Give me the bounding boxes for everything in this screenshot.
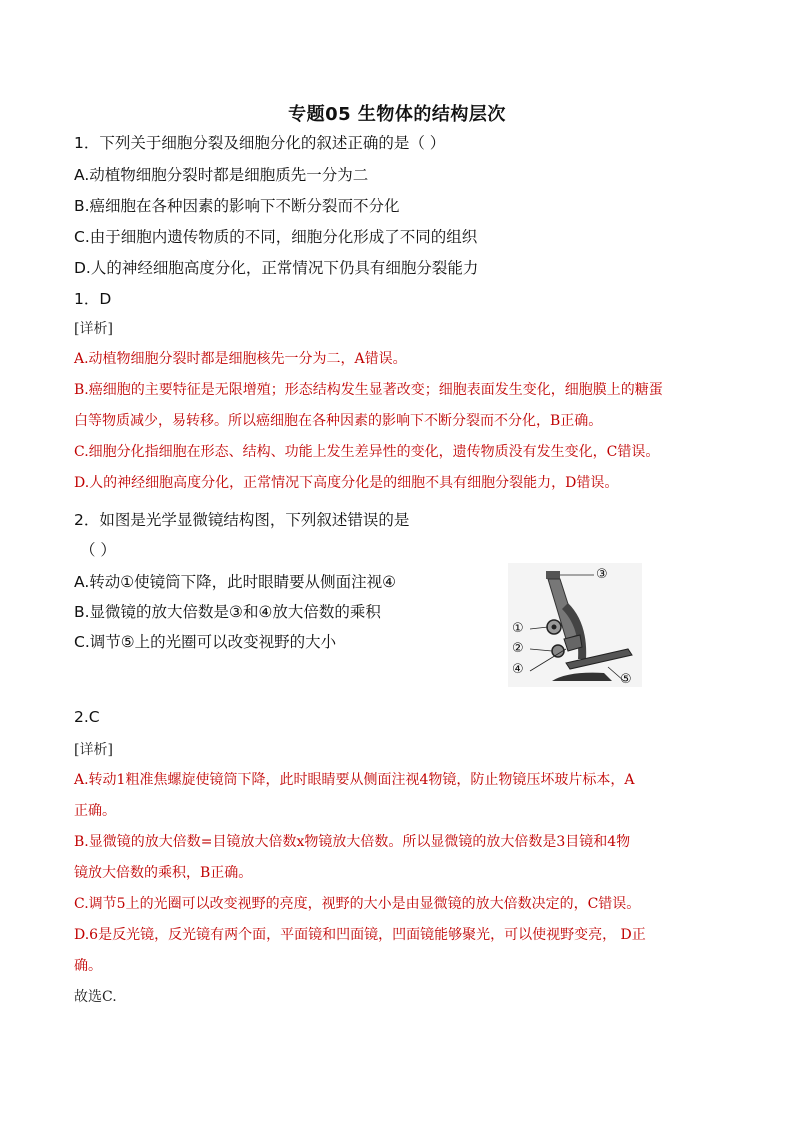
diagram-label-5: ⑤ <box>620 672 632 687</box>
microscope-drawing <box>508 563 642 687</box>
q1-explanation-b2: 白等物质减少，易转移。所以癌细胞在各种因素的影响下不断分裂而不分化，B正确。 <box>74 413 603 429</box>
q2-explanation-b2: 镜放大倍数的乘积，B正确。 <box>74 865 253 881</box>
q1-option-c: C.由于细胞内遗传物质的不同，细胞分化形成了不同的组织 <box>74 228 478 246</box>
q1-option-d: D.人的神经细胞高度分化，正常情况下仍具有细胞分裂能力 <box>74 259 479 277</box>
page-title: 专题05 生物体的结构层次 <box>288 104 506 125</box>
microscope-base <box>552 673 612 681</box>
q2-detail-label: [详析] <box>74 742 113 758</box>
q1-option-a: A.动植物细胞分裂时都是细胞质先一分为二 <box>74 166 369 184</box>
q2-explanation-a2: 正确。 <box>74 803 116 819</box>
q1-explanation-d: D.人的神经细胞高度分化，正常情况下高度分化是的细胞不具有细胞分裂能力，D错误。 <box>74 475 619 491</box>
q1-answer: 1．D <box>74 290 112 308</box>
q1-explanation-a: A.动植物细胞分裂时都是细胞核先一分为二，A错误。 <box>74 351 407 367</box>
microscope-diagram <box>508 563 642 687</box>
q1-stem: 1．下列关于细胞分裂及细胞分化的叙述正确的是（ ） <box>74 134 446 152</box>
eyepiece <box>546 571 560 579</box>
q2-stem-paren: （ ） <box>80 541 116 559</box>
q2-option-a: A.转动①使镜筒下降，此时眼睛要从侧面注视④ <box>74 573 397 591</box>
diagram-label-3: ③ <box>596 567 608 582</box>
q2-stem: 2．如图是光学显微镜结构图，下列叙述错误的是 <box>74 511 410 529</box>
diagram-label-4: ④ <box>512 662 524 677</box>
q2-conclusion: 故选C. <box>74 989 117 1005</box>
diagram-label-1: ① <box>512 621 524 636</box>
q2-explanation-c: C.调节5上的光圈可以改变视野的亮度，视野的大小是由显微镜的放大倍数决定的，C错误。 <box>74 896 641 912</box>
q2-explanation-d1: D.6是反光镜，反光镜有两个面，平面镜和凹面镜，凹面镜能够聚光，可以使视野变亮， D正 <box>74 927 646 943</box>
q2-option-c: C.调节⑤上的光圈可以改变视野的大小 <box>74 633 337 651</box>
q1-explanation-b1: B.癌细胞的主要特征是无限增殖；形态结构发生显著改变；细胞表面发生变化，细胞膜上的糖蛋 <box>74 382 663 398</box>
q1-explanation-c: C.细胞分化指细胞在形态、结构、功能上发生差异性的变化，遗传物质没有发生变化，C错误。 <box>74 444 660 460</box>
q2-answer: 2.C <box>74 708 100 726</box>
stage <box>566 649 632 669</box>
q2-option-b: B.显微镜的放大倍数是③和④放大倍数的乘积 <box>74 603 381 621</box>
q1-detail-label: [详析] <box>74 321 113 337</box>
q2-explanation-a1: A.转动1粗准焦螺旋使镜筒下降，此时眼睛要从侧面注视4物镜，防止物镜压坏玻片标本，A <box>74 772 635 788</box>
diagram-label-2: ② <box>512 641 524 656</box>
q2-explanation-b1: B.显微镜的放大倍数=目镜放大倍数x物镜放大倍数。所以显微镜的放大倍数是3目镜和4物 <box>74 834 631 850</box>
q2-explanation-d2: 确。 <box>74 958 102 974</box>
q1-option-b: B.癌细胞在各种因素的影响下不断分裂而不分化 <box>74 197 400 215</box>
